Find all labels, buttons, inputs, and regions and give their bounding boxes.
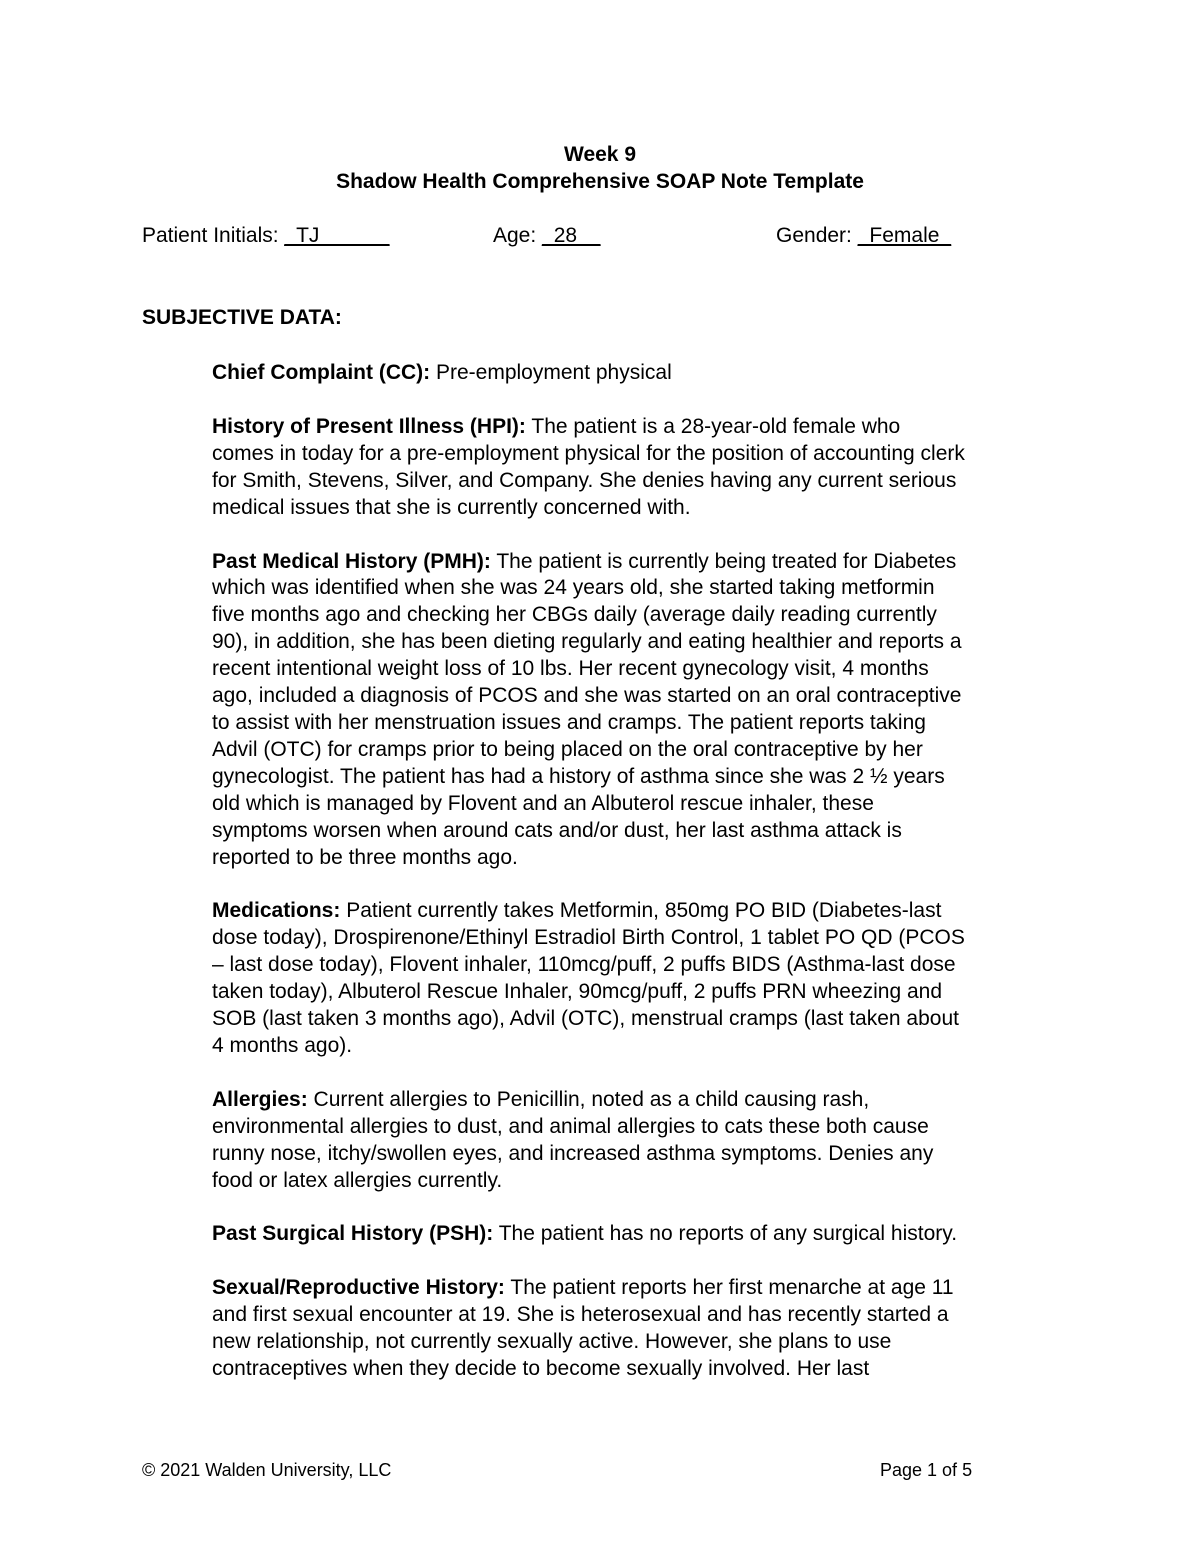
paragraph-label: Medications:: [212, 899, 341, 923]
paragraph-text: – last dose today), Flovent inhaler, 110mcg/puff, 2 puffs BIDS (Asthma-last dose: [212, 953, 956, 977]
paragraph-text: medical issues that she is currently concerned with.: [212, 495, 691, 519]
paragraph-line: [212, 549, 1092, 576]
paragraph-line: [212, 602, 1092, 629]
paragraph-text: The patient reports her first menarche at age 11: [504, 1276, 954, 1300]
paragraph-label: Sexual/Reproductive History:: [212, 1276, 505, 1300]
paragraph-line: [212, 737, 1092, 764]
paragraph-text: runny nose, itchy/swollen eyes, and increased asthma symptoms. Denies any: [212, 1141, 934, 1165]
paragraph-text: SOB (last taken 3 months ago), Advil (OTC), menstrual cramps (last taken about: [212, 1007, 959, 1031]
paragraph-line: [212, 629, 1092, 656]
paragraph-text: and first sexual encounter at 19. She is heterosexual and has recently started a: [212, 1303, 949, 1327]
paragraph-line: [212, 925, 1092, 952]
paragraph-line: [212, 1329, 1092, 1356]
paragraph-line: [212, 1221, 1092, 1248]
paragraph-line: [212, 575, 1092, 602]
paragraph-text: ago, included a diagnosis of PCOS and she was started on an oral contraceptive: [212, 684, 962, 708]
paragraph-line: [212, 1033, 1092, 1060]
paragraph-text: The patient is currently being treated for Diabetes: [490, 549, 957, 573]
paragraph-text: dose today), Drospirenone/Ethinyl Estradiol Birth Control, 1 tablet PO QD (PCOS: [212, 926, 965, 950]
paragraph-text: Advil (OTC) for cramps prior to being placed on the oral contraceptive by her: [212, 737, 923, 761]
paragraph-label: Past Medical History (PMH):: [212, 549, 491, 573]
paragraph-line: [212, 1006, 1092, 1033]
document-title: Shadow Health Comprehensive SOAP Note Template: [336, 170, 864, 193]
subjective-content: [212, 360, 1092, 1410]
paragraph-text: comes in today for a pre-employment physical for the position of accounting clerk: [212, 441, 965, 465]
paragraph-line: [212, 818, 1092, 845]
paragraph-line: [212, 656, 1092, 683]
paragraph-line: [212, 845, 1092, 872]
paragraph-text: food or latex allergies currently.: [212, 1168, 503, 1192]
paragraph-text: reported to be three months ago.: [212, 845, 518, 869]
paragraph-text: gynecologist. The patient has had a history of asthma since she was 2 ½ years: [212, 764, 945, 788]
patient-gender-label: Gender:: [776, 224, 858, 247]
patient-age-label: Age:: [493, 224, 543, 247]
patient-initials-field: [142, 224, 390, 248]
paragraph-line: [212, 1275, 1092, 1302]
paragraph: [212, 898, 1092, 1059]
paragraph-line: [212, 898, 1092, 925]
footer-page-number: Page 1 of 5: [880, 1460, 973, 1480]
paragraph-text: Pre-employment physical: [430, 361, 672, 384]
paragraph-label: History of Present Illness (HPI):: [212, 414, 526, 438]
patient-initials-value: _TJ______: [284, 224, 390, 247]
paragraph-text: symptoms worsen when around cats and/or dust, her last asthma attack is: [212, 818, 902, 842]
paragraph-label: Chief Complaint (CC):: [212, 361, 431, 384]
paragraph: [212, 549, 1092, 872]
paragraph-line: [212, 360, 1092, 387]
paragraph-line: [212, 468, 1092, 495]
paragraph-text: five months ago and checking her CBGs daily (average daily reading currently: [212, 603, 937, 627]
paragraph-line: [212, 979, 1092, 1006]
paragraph-text: taken today), Albuterol Rescue Inhaler, 90mcg/puff, 2 puffs PRN wheezing and: [212, 980, 943, 1004]
paragraph-text: which was identified when she was 24 years old, she started taking metformin: [212, 576, 935, 600]
paragraph-label: Past Surgical History (PSH):: [212, 1222, 494, 1246]
paragraph-line: [212, 1356, 1092, 1383]
paragraph-text: 90), in addition, she has been dieting regularly and eating healthier and reports a: [212, 630, 962, 654]
patient-age-field: [493, 224, 600, 248]
paragraph-text: new relationship, not currently sexually active. However, she plans to use: [212, 1330, 892, 1354]
paragraph-text: environmental allergies to dust, and animal allergies to cats these both cause: [212, 1114, 929, 1138]
paragraph-text: for Smith, Stevens, Silver, and Company. She denies having any current serious: [212, 468, 957, 492]
paragraph-line: [212, 1168, 1092, 1195]
paragraph-line: [212, 495, 1092, 522]
patient-gender-value: _Female_: [857, 224, 952, 247]
paragraph: [212, 1221, 1092, 1248]
paragraph-line: [212, 441, 1092, 468]
paragraph-label: Allergies:: [212, 1087, 308, 1111]
footer-copyright: © 2021 Walden University, LLC: [142, 1460, 392, 1480]
paragraph-line: [212, 791, 1092, 818]
patient-gender-field: [776, 224, 951, 248]
paragraph-line: [212, 683, 1092, 710]
paragraph: [212, 360, 1092, 387]
week-title: Week 9: [564, 143, 636, 166]
paragraph: [212, 414, 1092, 522]
paragraph-text: old which is managed by Flovent and an Albuterol rescue inhaler, these: [212, 791, 874, 815]
patient-initials-label: Patient Initials:: [142, 224, 285, 247]
paragraph-line: [212, 1087, 1092, 1114]
paragraph-line: [212, 764, 1092, 791]
paragraph: [212, 1087, 1092, 1195]
patient-age-value: _28__: [542, 224, 601, 247]
paragraph-line: [212, 414, 1092, 441]
paragraph-text: to assist with her menstruation issues and cramps. The patient reports taking: [212, 710, 926, 734]
paragraph-text: Current allergies to Penicillin, noted as a child causing rash,: [307, 1087, 870, 1111]
paragraph-text: 4 months ago).: [212, 1033, 353, 1057]
paragraph-line: [212, 952, 1092, 979]
paragraph-text: The patient is a 28-year-old female who: [525, 414, 901, 438]
paragraph-line: [212, 710, 1092, 737]
paragraph-text: contraceptives when they decide to become sexually involved. Her last: [212, 1357, 870, 1381]
section-heading: SUBJECTIVE DATA:: [142, 306, 342, 329]
paragraph-line: [212, 1141, 1092, 1168]
paragraph-text: Patient currently takes Metformin, 850mg PO BID (Diabetes-last: [340, 899, 942, 923]
paragraph: [212, 1275, 1092, 1383]
paragraph-line: [212, 1114, 1092, 1141]
paragraph-text: The patient has no reports of any surgical history.: [493, 1222, 958, 1246]
paragraph-line: [212, 1302, 1092, 1329]
paragraph-text: recent intentional weight loss of 10 lbs. Her recent gynecology visit, 4 months: [212, 657, 929, 681]
